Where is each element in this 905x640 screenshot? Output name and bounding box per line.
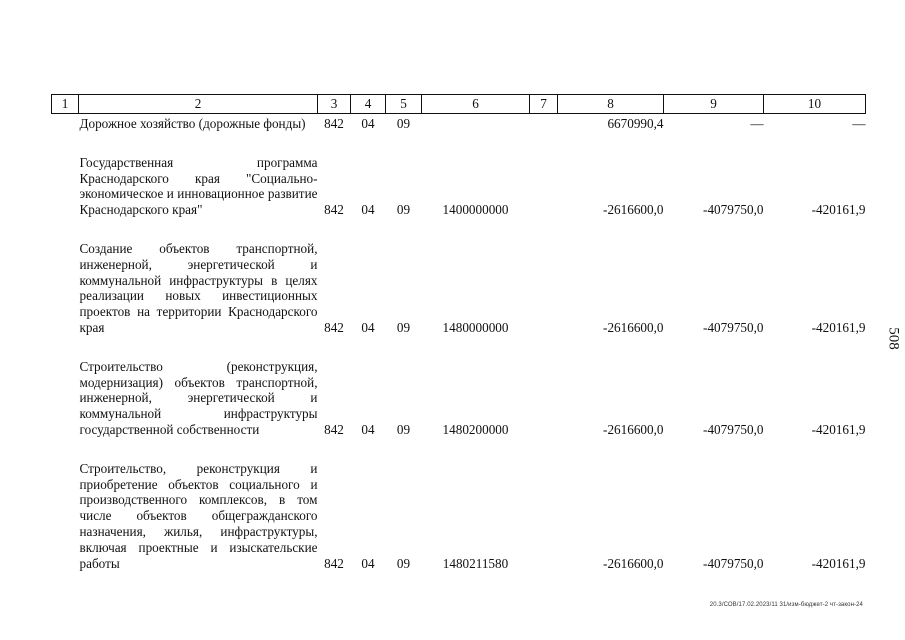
header-col-8: 8 xyxy=(558,95,664,114)
row-section-code: 04 xyxy=(361,421,375,437)
row-subsection-code: 09 xyxy=(396,555,411,571)
table-row xyxy=(52,132,866,218)
header-col-3: 3 xyxy=(318,95,351,114)
row-amount-col9: -4079750,0 xyxy=(703,421,764,437)
row-name: Строительство, реконструкция и приобретение объектов социального и производственного комплексов, в том числе объектов общегражданского назначения, жилья, инфраструктуры, включая проектные и изыскательские работы xyxy=(79,460,318,571)
row-name: Государственная программа Краснодарского края "Социально-экономическое и инновационное развитие Краснодарского края" xyxy=(79,154,318,218)
header-col-10: 10 xyxy=(764,95,866,114)
row-target-code: 1480000000 xyxy=(442,319,509,335)
row-amount-col10: -420161,9 xyxy=(811,421,866,437)
row-target-code: 1480211580 xyxy=(442,555,509,571)
table-body xyxy=(52,114,866,572)
row-amount-col10: -420161,9 xyxy=(811,202,866,218)
row-amount-col9: — xyxy=(750,116,764,131)
row-amount-col8: -2616600,0 xyxy=(603,555,664,571)
row-admin-code: 842 xyxy=(324,116,344,131)
header-col-4: 4 xyxy=(351,95,386,114)
row-subsection-code: 09 xyxy=(396,421,411,437)
header-row xyxy=(52,95,866,114)
page-number: 508 xyxy=(885,327,902,350)
row-amount-col10: — xyxy=(852,116,866,131)
header-col-5: 5 xyxy=(386,95,422,114)
table-row xyxy=(52,336,866,438)
row-name: Строительство (реконструкция, модернизация) объектов транспортной, инженерной, энергетической и коммунальной инфраструктуры государственной собственности xyxy=(79,358,318,437)
row-admin-code: 842 xyxy=(324,555,344,571)
row-section-code: 04 xyxy=(361,202,375,218)
row-section-code: 04 xyxy=(361,555,375,571)
table-row xyxy=(52,114,866,132)
row-expense-type xyxy=(530,438,558,572)
row-subsection-code: 09 xyxy=(396,116,411,131)
header-col-7: 7 xyxy=(530,95,558,114)
row-amount-col8: -2616600,0 xyxy=(603,319,664,335)
row-amount-col9: -4079750,0 xyxy=(703,202,764,218)
header-col-6: 6 xyxy=(422,95,530,114)
row-admin-code: 842 xyxy=(324,319,344,335)
budget-table xyxy=(51,94,866,571)
row-target-code: 1400000000 xyxy=(442,202,509,218)
header-col-1: 1 xyxy=(52,95,79,114)
row-amount-col8: -2616600,0 xyxy=(603,421,664,437)
header-col-2: 2 xyxy=(79,95,318,114)
row-expense-type xyxy=(530,114,558,132)
table-row xyxy=(52,218,866,336)
table-header xyxy=(52,95,866,114)
row-expense-type xyxy=(530,336,558,438)
row-subsection-code: 09 xyxy=(396,319,411,335)
table-row xyxy=(52,438,866,572)
row-amount-col8: 6670990,4 xyxy=(607,116,664,131)
row-amount-col9: -4079750,0 xyxy=(703,555,764,571)
row-admin-code: 842 xyxy=(324,202,344,218)
row-name: Дорожное хозяйство (дорожные фонды) xyxy=(79,116,306,131)
row-amount-col10: -420161,9 xyxy=(811,319,866,335)
row-expense-type xyxy=(530,132,558,218)
row-expense-type xyxy=(530,218,558,336)
row-amount-col9: -4079750,0 xyxy=(703,319,764,335)
row-section-code: 04 xyxy=(361,116,375,131)
header-col-9: 9 xyxy=(664,95,764,114)
row-amount-col10: -420161,9 xyxy=(811,555,866,571)
row-amount-col8: -2616600,0 xyxy=(603,202,664,218)
row-name: Создание объектов транспортной, инженерной, энергетической и коммунальной инфраструктуры в целях реализации новых инвестиционных проектов на территории Краснодарского края xyxy=(79,240,318,335)
row-target-code xyxy=(422,114,530,132)
row-admin-code: 842 xyxy=(324,421,344,437)
row-subsection-code: 09 xyxy=(396,202,411,218)
footer-reference: 20.3/СОВ/17.02.2023/11 31/изм-бюджет-2 чт-закон-24 xyxy=(709,602,863,608)
row-target-code: 1480200000 xyxy=(442,421,509,437)
row-section-code: 04 xyxy=(361,319,375,335)
